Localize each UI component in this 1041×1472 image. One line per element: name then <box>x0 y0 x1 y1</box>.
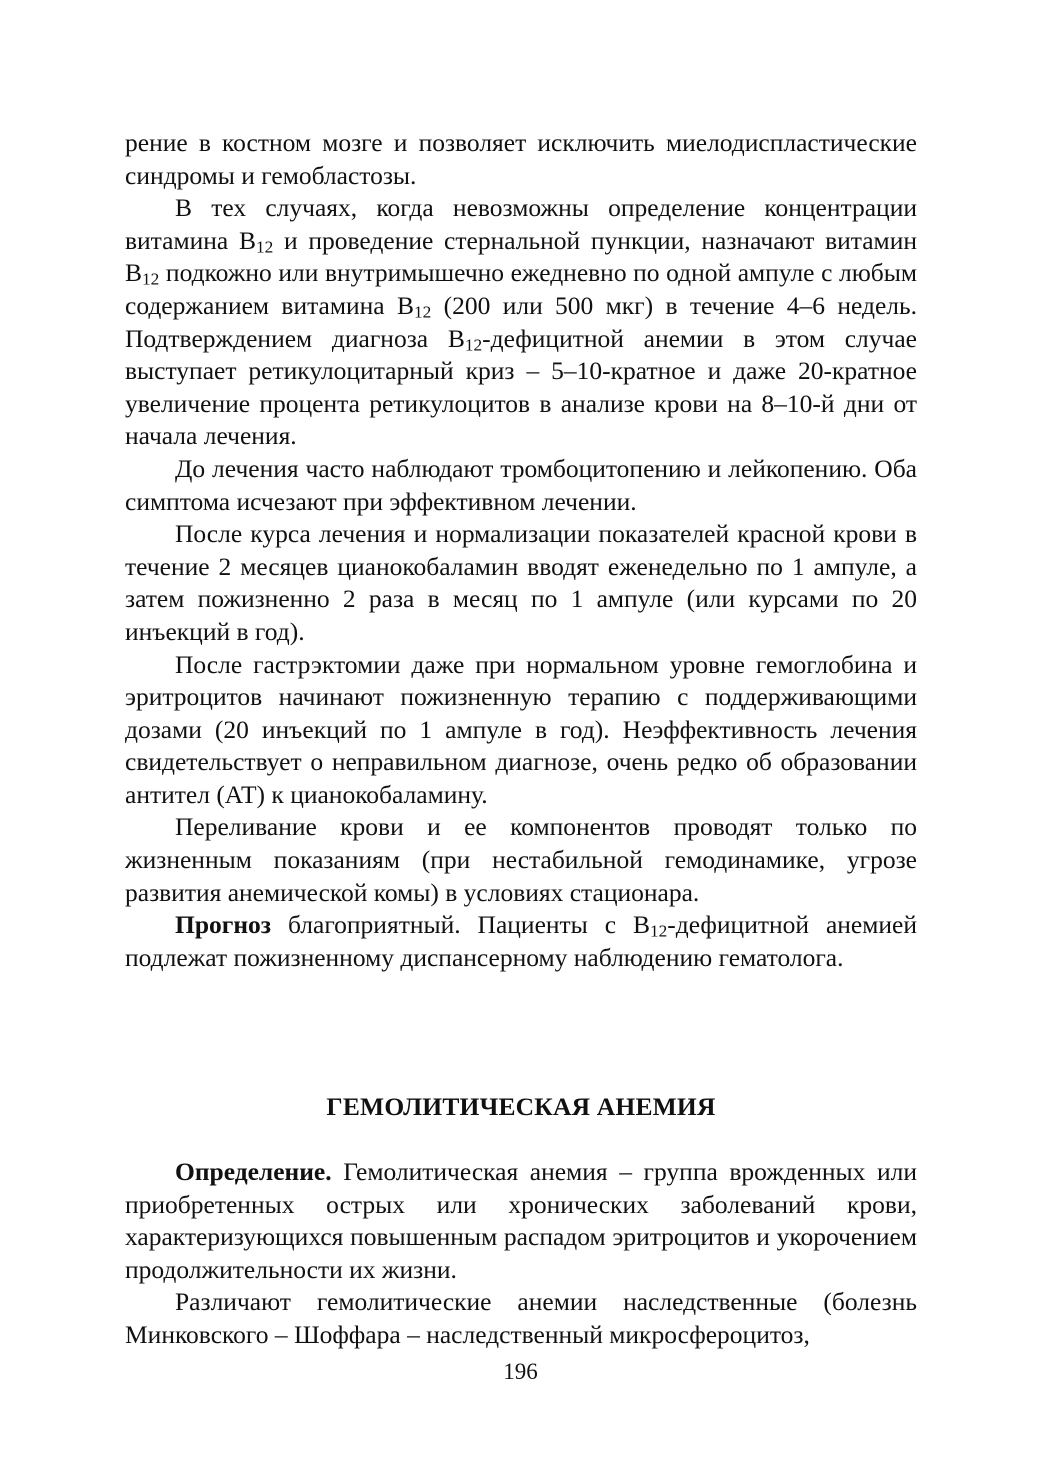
text-run: подкожно или внутримышечно ежедневно по одной ампуле с любым содержанием витамина В <box>125 258 917 320</box>
paragraph <box>125 192 917 453</box>
section-text-block <box>125 1156 917 1352</box>
section-heading: ГЕМОЛИТИЧЕСКАЯ АНЕМИЯ <box>326 1092 716 1121</box>
subscript: 12 <box>255 237 274 257</box>
paragraph <box>125 127 917 192</box>
paragraph <box>125 1286 917 1351</box>
text-run: Гемолитическая анемия – группа врожденных или приобретенных острых или хронических заболеваний крови, характеризующихся повышенным распадом эритроцитов и укорочением продолжительности их жизни. <box>125 1157 917 1284</box>
text-run: -дефицитной анемией подлежат пожизненному диспансерному наблюдению гематолога. <box>125 910 917 972</box>
text-run: (200 или 500 мкг) в течение 4–6 недель. Подтверждением диагноза В <box>125 290 917 353</box>
subscript: 12 <box>142 269 160 289</box>
text-run: В тех случаях, когда невозможны определение концентрации витамина В <box>125 193 917 255</box>
text-run: и проведение стернальной пункции, назначают витамин В <box>125 225 917 288</box>
text-run: До лечения часто наблюдают тромбоцитопению и лейкопению. Оба симптома исчезают при эффективном лечении. <box>125 453 917 516</box>
subscript: 12 <box>464 335 483 355</box>
paragraph <box>125 518 917 648</box>
text-run: Различают гемолитические анемии наследственные (болезнь Минковского – Шоффара – наследственный микросфероцитоз, <box>125 1287 917 1349</box>
subscript: 12 <box>649 921 668 941</box>
text-run: благоприятный. Пациенты с В <box>271 910 650 940</box>
text-run: рение в костном мозге и позволяет исключить миелодиспластические синдромы и гемобластозы. <box>125 128 917 190</box>
paragraph <box>125 453 917 518</box>
paragraph <box>125 909 917 974</box>
page-number: 196 <box>503 1359 538 1384</box>
paragraph <box>125 1156 917 1286</box>
bold-term: Определение. <box>175 1157 332 1186</box>
paragraph <box>125 811 917 909</box>
text-run: После курса лечения и нормализации показателей красной крови в течение 2 месяцев цианокобаламин вводят еженедельно по 1 ампуле, а затем пожизненно 2 раза в месяц по 1 ампуле (или курсами по 20 инъекций в год). <box>125 519 917 646</box>
text-run: -дефицитной анемии в этом случае выступает ретикулоцитарный криз – 5–10-кратное и даже 20-кратное увеличение процента ретикулоцитов в анализе крови на 8–10-й дни от начала лечения. <box>125 323 917 451</box>
main-text-block <box>125 127 917 974</box>
paragraph <box>125 649 917 812</box>
bold-term: Прогноз <box>175 910 272 940</box>
text-run: Переливание крови и ее компонентов проводят только по жизненным показаниям (при нестабильной гемодинамике, угрозе развития анемической комы) в условиях стационара. <box>125 812 917 907</box>
subscript: 12 <box>413 302 432 322</box>
text-run: После гастрэктомии даже при нормальном уровне гемоглобина и эритроцитов начинают пожизненную терапию с поддерживающими дозами (20 инъекций по 1 ампуле в год). Неэффективность лечения свидетельствует о неправильном диагнозе, очень редко об образовании антител (АТ) к цианокобаламину. <box>125 649 917 809</box>
